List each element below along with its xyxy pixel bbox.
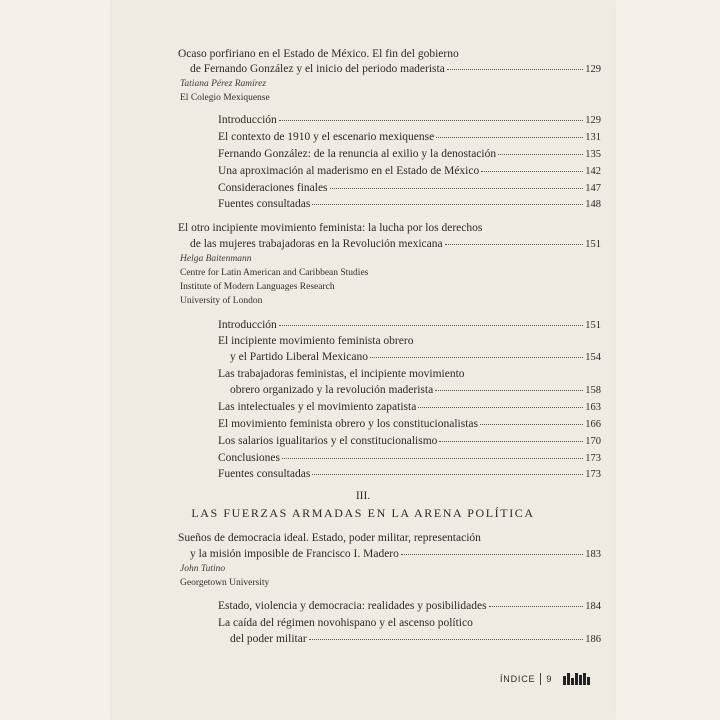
leader-dots xyxy=(436,137,583,138)
essay-1-title-text: de Fernando González y el inicio del periodo maderista xyxy=(190,63,445,75)
essay-2-institution-2: Institute of Modern Languages Research xyxy=(180,282,335,292)
essay-2-section-8 xyxy=(218,468,601,481)
essay-3-section-2 xyxy=(230,633,601,646)
section-label: Fernando González: de la renuncia al exilio y la denostación xyxy=(218,148,497,160)
essay-2-institution-1: Centre for Latin American and Caribbean Studies xyxy=(180,268,369,278)
publisher-logo-icon xyxy=(563,673,590,685)
essay-1-section-5 xyxy=(218,182,601,195)
section-page: 131 xyxy=(585,132,601,143)
section-label: Fuentes consultadas xyxy=(218,198,311,210)
section-page: 173 xyxy=(585,469,601,480)
leader-dots xyxy=(309,639,584,640)
essay-2-section-7 xyxy=(218,452,601,465)
section-label: Consideraciones finales xyxy=(218,182,328,194)
essay-1-section-1 xyxy=(218,114,601,127)
section-page: 135 xyxy=(585,149,601,160)
section-page: 170 xyxy=(585,436,601,447)
section-label: Conclusiones xyxy=(218,452,280,464)
leader-dots xyxy=(435,390,583,391)
essay-2-title-line-1: El otro incipiente movimiento feminista: la lucha por los derechos xyxy=(178,222,483,234)
leader-dots xyxy=(330,188,584,189)
part-number: III. xyxy=(355,490,371,502)
book-page xyxy=(112,0,614,720)
essay-3-page: 183 xyxy=(585,549,601,560)
leader-dots xyxy=(445,244,584,245)
essay-3-title-line-1: Sueños de democracia ideal. Estado, poder militar, representación xyxy=(178,532,481,544)
leader-dots xyxy=(418,407,583,408)
essay-1-title-line-2 xyxy=(190,63,601,76)
essay-1-section-2 xyxy=(218,131,601,144)
section-label: El movimiento feminista obrero y los constitucionalistas xyxy=(218,418,478,430)
section-label: Introducción xyxy=(218,114,277,126)
section-page: 186 xyxy=(585,634,601,645)
section-label: Los salarios igualitarios y el constitucionalismo xyxy=(218,435,438,447)
page-number: 9 xyxy=(546,674,552,684)
section-label: Introducción xyxy=(218,319,277,331)
essay-3-author: John Tutino xyxy=(180,564,226,574)
essay-2-title-text: de las mujeres trabajadoras en la Revolución mexicana xyxy=(190,238,443,250)
essay-2-section-5 xyxy=(218,418,601,431)
page-footer xyxy=(500,672,612,686)
essay-1-section-4 xyxy=(218,165,601,178)
essay-3-section-1 xyxy=(218,600,601,613)
part-title: LAS FUERZAS ARMADAS EN LA ARENA POLÍTICA xyxy=(191,506,535,520)
essay-1-section-3 xyxy=(218,148,601,161)
essay-2-institution-3: University of London xyxy=(180,296,263,306)
section-page: 163 xyxy=(585,402,601,413)
leader-dots xyxy=(370,357,583,358)
essay-3-section-2-line-1: La caída del régimen novohispano y el ascenso político xyxy=(218,617,473,629)
section-page: 129 xyxy=(585,115,601,126)
leader-dots xyxy=(439,441,583,442)
essay-2-section-3 xyxy=(230,384,601,397)
essay-2-page: 151 xyxy=(585,239,601,250)
essay-3-title-line-2 xyxy=(190,548,601,561)
essay-1-author: Tatiana Pérez Ramírez xyxy=(180,79,267,89)
essay-2-section-1 xyxy=(218,319,601,332)
essay-2-section-4 xyxy=(218,401,601,414)
essay-3-institution-1: Georgetown University xyxy=(180,578,270,588)
essay-2-title-line-2 xyxy=(190,238,601,251)
leader-dots xyxy=(480,424,583,425)
section-page: 151 xyxy=(585,320,601,331)
section-page: 148 xyxy=(585,199,601,210)
leader-dots xyxy=(312,204,583,205)
section-page: 154 xyxy=(585,352,601,363)
section-page: 147 xyxy=(585,183,601,194)
section-label: El contexto de 1910 y el escenario mexiquense xyxy=(218,131,435,143)
leader-dots xyxy=(312,474,583,475)
leader-dots xyxy=(279,120,583,121)
leader-dots xyxy=(447,69,583,70)
section-page: 166 xyxy=(585,419,601,430)
essay-2-author: Helga Baitenmann xyxy=(180,254,252,264)
leader-dots xyxy=(279,325,583,326)
section-label: y el Partido Liberal Mexicano xyxy=(230,351,368,363)
essay-1-section-6 xyxy=(218,198,601,211)
leader-dots xyxy=(481,171,583,172)
essay-1-title-line-1: Ocaso porfiriano en el Estado de México. El fin del gobierno xyxy=(178,48,459,60)
essay-2-section-6 xyxy=(218,435,601,448)
section-label: Fuentes consultadas xyxy=(218,468,311,480)
leader-dots xyxy=(498,154,583,155)
section-page: 158 xyxy=(585,385,601,396)
leader-dots xyxy=(282,458,583,459)
essay-1-institution-1: El Colegio Mexiquense xyxy=(180,93,270,103)
essay-2-section-3-line-1: Las trabajadoras feministas, el incipiente movimiento xyxy=(218,368,465,380)
leader-dots xyxy=(489,606,584,607)
section-label: obrero organizado y la revolución maderista xyxy=(230,384,434,396)
section-page: 142 xyxy=(585,166,601,177)
section-label: Una aproximación al maderismo en el Estado de México xyxy=(218,165,480,177)
section-page: 173 xyxy=(585,453,601,464)
section-label: Las intelectuales y el movimiento zapatista xyxy=(218,401,417,413)
section-label: Estado, violencia y democracia: realidades y posibilidades xyxy=(218,600,487,612)
essay-1-page: 129 xyxy=(585,64,601,75)
section-page: 184 xyxy=(585,601,601,612)
footer-label: ÍNDICE xyxy=(500,674,536,684)
essay-2-section-2-line-1: El incipiente movimiento feminista obrero xyxy=(218,335,414,347)
essay-3-title-text: y la misión imposible de Francisco I. Madero xyxy=(190,548,399,560)
essay-2-section-2 xyxy=(230,351,601,364)
section-label: del poder militar xyxy=(230,633,307,645)
leader-dots xyxy=(401,554,583,555)
footer-separator xyxy=(540,673,541,685)
